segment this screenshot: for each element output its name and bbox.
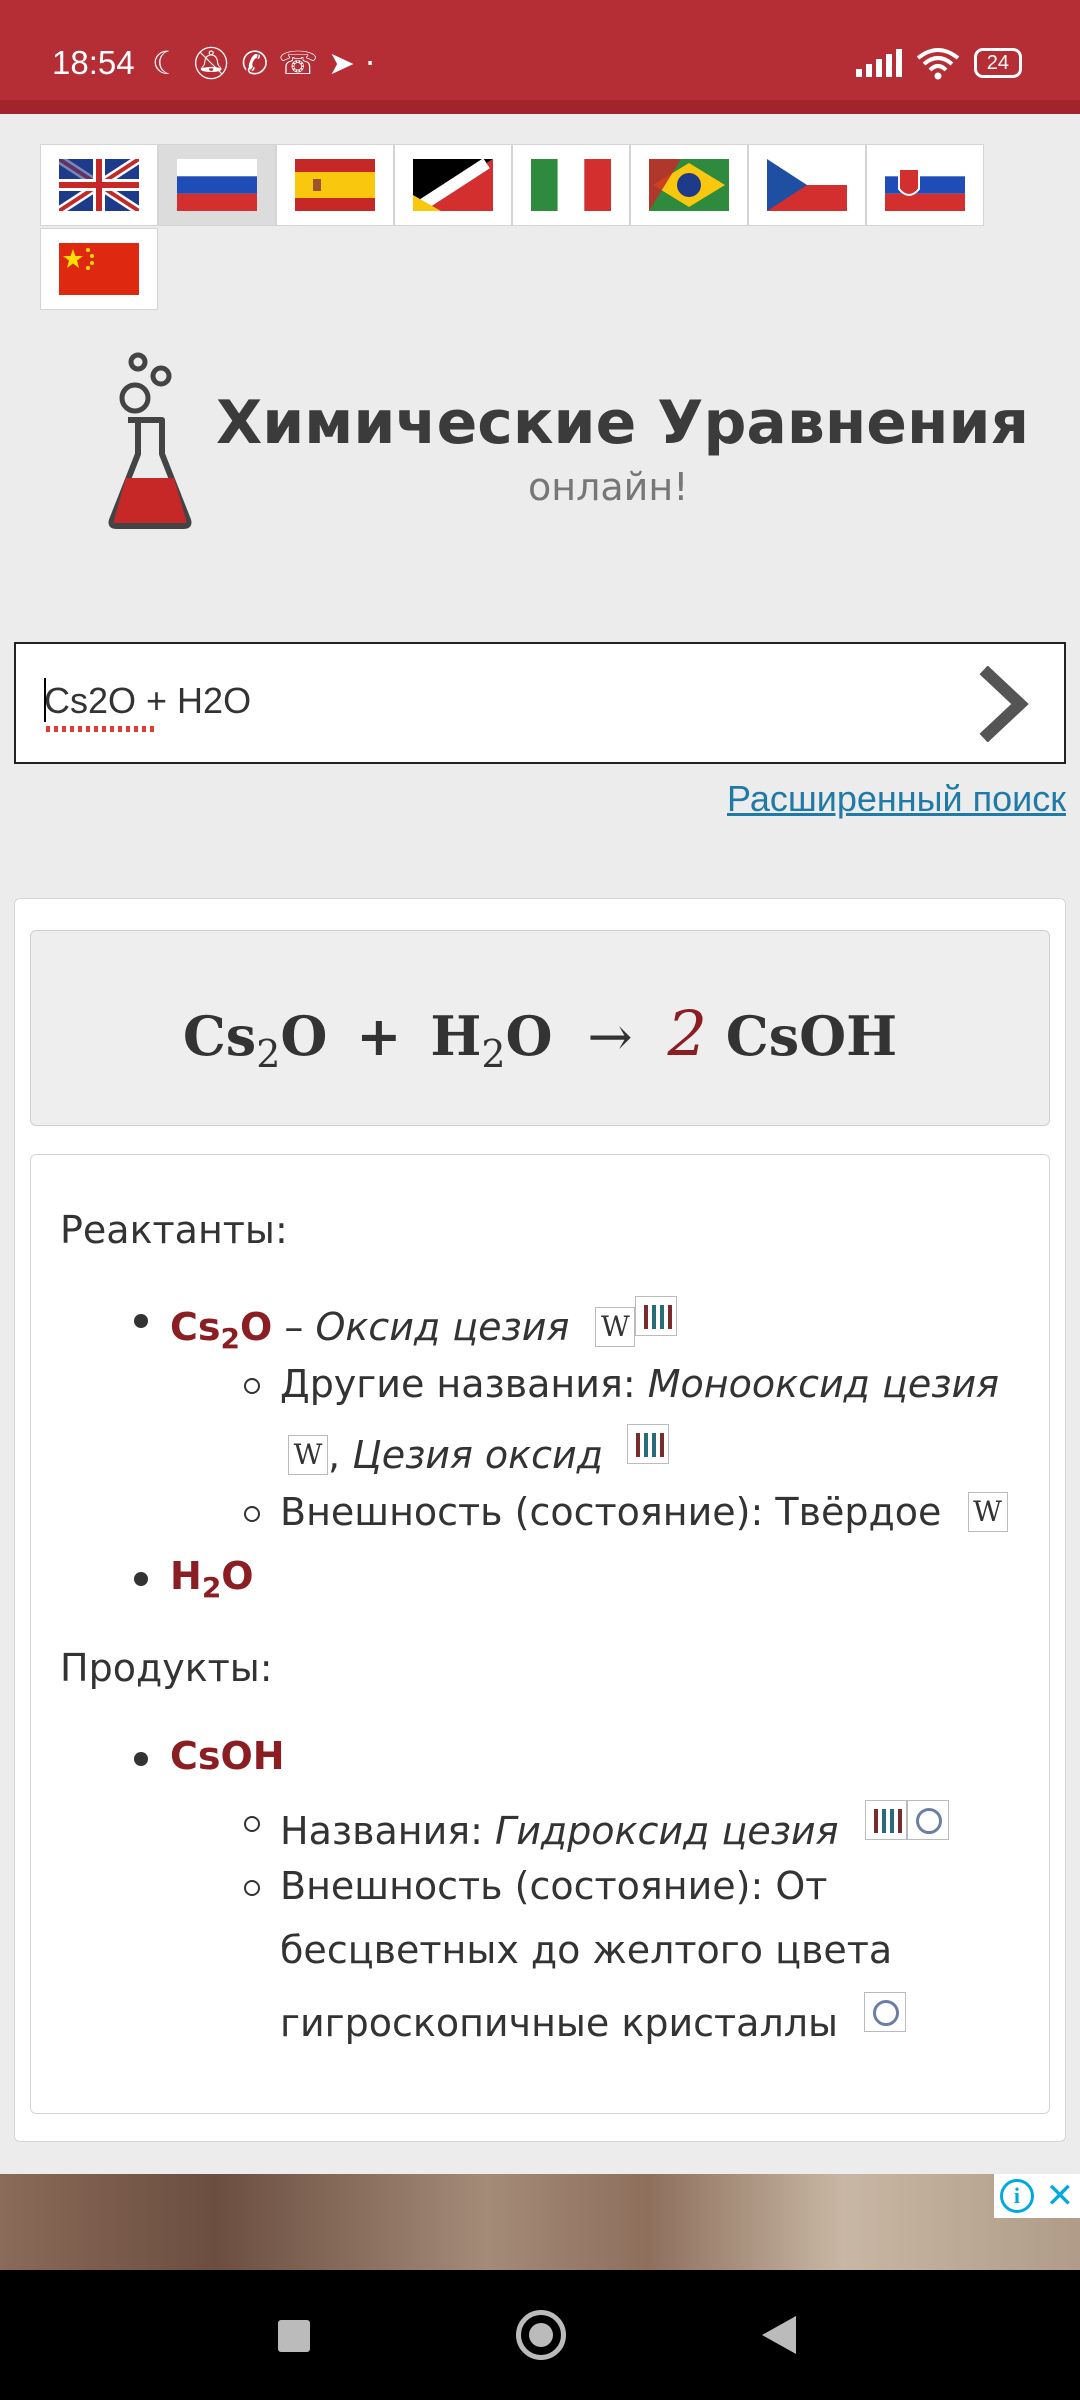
eq-arrow: → [587,1005,633,1068]
cs2o-formula-link[interactable]: $Cs_2O$ [170,1305,273,1355]
csoh-state-line-3: гигроскопичные кристаллы [280,1992,906,2045]
eq-product: CsOH [725,1004,898,1068]
flag-de-at-icon [413,159,493,211]
dot-icon: · [364,44,386,82]
system-nav-bar [0,2270,1080,2400]
equation-search-box [14,642,1066,764]
ad-close-icon[interactable]: ✕ [1045,2176,1075,2216]
flag-ru-icon [177,159,257,211]
flag-pt-br-icon [649,159,729,211]
list-item-h2o [170,1554,254,1604]
flag-sk[interactable] [866,144,984,226]
eq-plus: + [356,1004,402,1068]
flag-es[interactable] [276,144,394,226]
csoh-formula-link[interactable]: CsOH [170,1734,285,1778]
reactants-label: Реактанты: [60,1208,288,1252]
bell-off-icon: 🔕︎ [190,44,242,82]
csoh-state-line-2: бесцветных до желтого цвета [280,1928,893,1972]
pubchem-icon[interactable] [627,1424,669,1464]
flag-cn-icon [59,243,139,295]
flag-it[interactable] [512,144,630,226]
list-item-cs2o: $Cs_2O$ – Оксид цезия W [170,1296,677,1355]
site-title: Химические Уравнения [216,388,1030,458]
wikipedia-icon[interactable]: W [288,1435,328,1475]
advanced-search-link[interactable]: Расширенный поиск [727,778,1066,819]
wikipedia-icon[interactable]: W [595,1307,635,1347]
products-label: Продукты: [60,1646,273,1690]
flask-logo-icon [100,350,200,530]
eq-coefficient: 2 [667,997,707,1070]
csoh-names: Названия: Гидроксид цезия [280,1800,949,1853]
header-strip [0,100,1080,114]
flag-en-us-uk[interactable] [40,144,158,226]
pubchem-icon[interactable] [635,1296,677,1336]
signal-icon [856,49,902,77]
battery-icon [974,48,1022,78]
balanced-equation-box [30,930,1050,1126]
flag-sk-icon [885,159,965,211]
text-caret [44,678,46,722]
flag-cz-icon [767,159,847,211]
home-button-icon[interactable] [516,2310,566,2360]
back-button-icon[interactable] [762,2316,796,2354]
ad-banner-image[interactable] [0,2174,1080,2270]
flag-de-at[interactable] [394,144,512,226]
pubchem-icon[interactable] [865,1800,907,1840]
ilo-icon[interactable] [864,1992,906,2032]
eq-reactant-1: Cs [182,1004,257,1068]
flag-it-icon [531,159,611,211]
status-time: 18:54 [52,44,135,81]
flag-cz[interactable] [748,144,866,226]
cs2o-name: Оксид цезия [315,1305,570,1349]
moon-icon: ☾ [152,44,191,82]
viber-icon: ✆ [241,44,279,82]
flag-cn[interactable] [40,228,158,310]
cs2o-other-names-cont: W , Цезия оксид [288,1424,669,1477]
missed-call-icon: ☏ [278,44,329,82]
flag-es-icon [295,159,375,211]
equation-search-input[interactable] [44,680,944,722]
spellcheck-underline [46,726,156,732]
ilo-icon[interactable] [907,1800,949,1840]
ad-choices-badge[interactable] [994,2174,1080,2218]
wikipedia-icon[interactable]: W [968,1492,1008,1532]
notification-icons [152,44,385,82]
search-submit-arrow-icon[interactable] [974,666,1034,742]
telegram-icon: ➤ [328,44,365,82]
list-item-csoh [170,1734,285,1778]
eq-reactant-2: H [430,1004,482,1068]
recents-button-icon[interactable] [278,2320,310,2352]
flag-ru[interactable] [158,144,276,226]
battery-level: 24 [986,52,1009,74]
ad-info-icon[interactable]: i [1000,2179,1034,2213]
h2o-formula-link[interactable]: $H_2O$ [170,1554,254,1604]
flag-pt-br[interactable] [630,144,748,226]
status-bar [0,0,1080,114]
wifi-icon [916,46,960,80]
balanced-equation: $Cs_2O + H_2O \to 2$ CsOH [182,997,898,1076]
flag-us-uk-icon [59,159,139,211]
site-subtitle: онлайн! [528,465,689,509]
cs2o-other-names: Другие названия: Монооксид цезия [280,1362,1000,1406]
csoh-state-line-1: Внешность (состояние): От [280,1864,828,1908]
cs2o-state: Внешность (состояние): Твёрдое W [280,1490,1008,1534]
